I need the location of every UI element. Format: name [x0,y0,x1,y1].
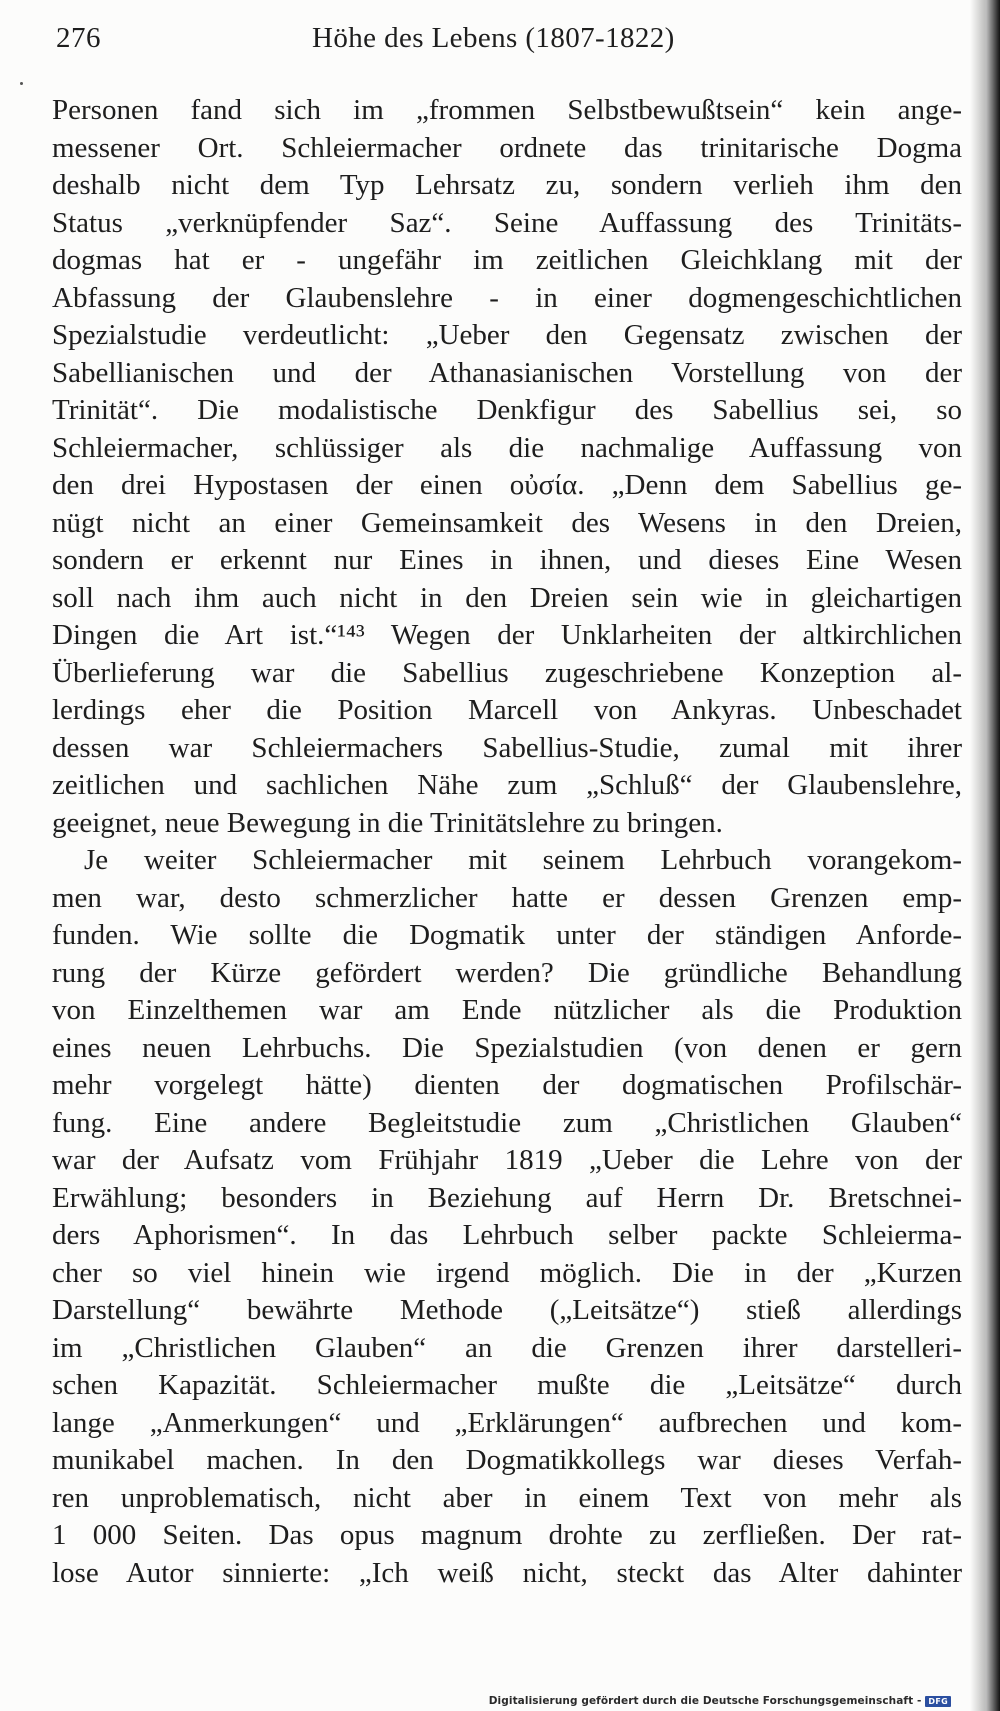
text-line: zeitlichen und sachlichen Nähe zum „Schluß“ der Glaubenslehre, [52,769,962,801]
text-line: Dingen die Art ist.“¹⁴³ Wegen der Unklarheiten der altkirchlichen [52,619,962,651]
credit-text: Digitalisierung gefördert durch die Deutsche Forschungsgemeinschaft - [488,1695,922,1707]
text-line: lose Autor sinnierte: „Ich weiß nicht, steckt das Alter dahinter [52,1556,962,1589]
text-line: soll nach ihm auch nicht in den Dreien sein wie in gleichartigen [52,581,962,614]
text-line: dogmas hat er - ungefähr im zeitlichen Gleichklang mit der [52,244,962,276]
text-line: deshalb nicht dem Typ Lehrsatz zu, sondern verlieh ihm den [52,169,962,201]
text-line: schen Kapazität. Schleiermacher mußte die „Leitsätze“ durch [52,1369,962,1401]
running-head [48,22,948,62]
running-title: Höhe des Lebens (1807-1822) [312,22,675,54]
text-line: war der Aufsatz vom Frühjahr 1819 „Ueber die Lehre von der [52,1144,962,1176]
text-line: Status „verknüpfender Saz“. Seine Auffassung des Trinitäts- [52,206,962,239]
text-line: sondern er erkennt nur Eines in ihnen, und dieses Eine Wesen [52,544,962,576]
text-line: Erwählung; besonders in Beziehung auf Herrn Dr. Bretschnei- [52,1181,962,1214]
text-line: den drei Hypostasen der einen οὐσία. „Denn dem Sabellius ge- [52,469,962,501]
text-line: men war, desto schmerzlicher hatte er dessen Grenzen emp- [52,881,962,914]
scan-speck [20,82,23,85]
text-line: fung. Eine andere Begleitstudie zum „Christlichen Glauben“ [52,1106,962,1139]
text-line: Überlieferung war die Sabellius zugeschriebene Konzeption al- [52,656,962,689]
paragraph-start-line: Je weiter Schleiermacher mit seinem Lehrbuch vorangekom- [84,844,962,876]
text-line: Abfassung der Glaubenslehre - in einer dogmengeschichtlichen [52,281,962,314]
text-line: messener Ort. Schleiermacher ordnete das trinitarische Dogma [52,131,962,164]
text-line: ders Aphorismen“. In das Lehrbuch selber packte Schleierma- [52,1219,962,1251]
text-line: Schleiermacher, schlüssiger als die nachmalige Auffassung von [52,431,962,464]
text-line: rung der Kürze gefördert werden? Die gründliche Behandlung [52,956,962,989]
text-line: 1 000 Seiten. Das opus magnum drohte zu zerfließen. Der rat- [52,1519,962,1551]
text-line: Trinität“. Die modalistische Denkfigur des Sabellius sei, so [52,394,962,426]
text-line: lange „Anmerkungen“ und „Erklärungen“ aufbrechen und kom- [52,1406,962,1439]
book-spine-shadow [970,0,1000,1711]
dfg-logo-icon: DFG [925,1696,951,1707]
body-text [52,92,962,1592]
paragraph-end-line: geeignet, neue Bewegung in die Trinitätslehre zu bringen. [52,806,723,839]
text-line: cher so viel hinein wie irgend möglich. Die in der „Kurzen [52,1256,962,1289]
text-line: im „Christlichen Glauben“ an die Grenzen ihrer darstelleri- [52,1331,962,1364]
text-line: ren unproblematisch, nicht aber in einem Text von mehr als [52,1481,962,1514]
text-line: funden. Wie sollte die Dogmatik unter der ständigen Anforde- [52,919,962,951]
text-line: Darstellung“ bewährte Methode („Leitsätze“) stieß allerdings [52,1294,962,1326]
digitization-credit [489,1695,951,1707]
text-line: mehr vorgelegt hätte) dienten der dogmatischen Profilschär- [52,1069,962,1101]
text-line: eines neuen Lehrbuchs. Die Spezialstudien (von denen er gern [52,1031,962,1064]
text-line: Personen fand sich im „frommen Selbstbewußtsein“ kein ange- [52,94,962,126]
text-line: von Einzelthemen war am Ende nützlicher als die Produktion [52,994,962,1026]
text-line: munikabel machen. In den Dogmatikkollegs war dieses Verfah- [52,1444,962,1476]
text-line: nügt nicht an einer Gemeinsamkeit des Wesens in den Dreien, [52,506,962,539]
text-line: dessen war Schleiermachers Sabellius-Studie, zumal mit ihrer [52,731,962,764]
page-number: 276 [56,22,101,54]
text-line: lerdings eher die Position Marcell von Ankyras. Unbeschadet [52,694,962,726]
text-line: Sabellianischen und der Athanasianischen Vorstellung von der [52,356,962,389]
text-line: Spezialstudie verdeutlicht: „Ueber den Gegensatz zwischen der [52,319,962,351]
